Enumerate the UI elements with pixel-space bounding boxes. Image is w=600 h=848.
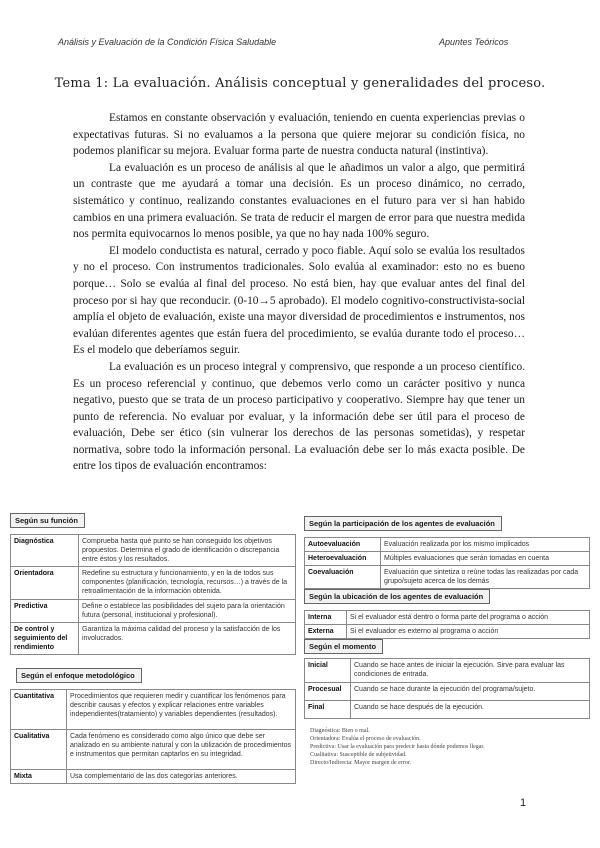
row-text: Redefine su estructura y funcionamiento, y en la de todos sus componentes (planificación, tecnología, recursos…) a través de la retroalimentación de la información obtenida. (79, 567, 296, 600)
table-heading: Según la participación de los agentes de evaluación (304, 516, 502, 531)
table-row (11, 535, 296, 567)
table-participacion (304, 513, 590, 589)
table-heading: Según su función (10, 513, 85, 528)
table-momento (304, 636, 590, 719)
row-label: Predictiva (11, 600, 79, 623)
row-label: Cuantitativa (11, 690, 67, 730)
table-row (305, 659, 590, 683)
paragraph: Estamos en constante observación y evaluación, teniendo en cuenta experiencias previas o expectativas futuras. Si no evaluamos a la persona que quiere mejorar su condición física, no podemos planificar su mejora. Evaluar forma parte de nuestra conducta natural (instintiva). (73, 112, 525, 158)
table-row (305, 701, 590, 719)
paragraph: La evaluación es un proceso de análisis al que le añadimos un valor a algo, que permitirá un contraste que me ayudará a tomar una decisión. Es un proceso dinámico, no cerrado, sistemático y continuo, realizando constantes evaluaciones en el futuro para ver si han habido cambios en una primera evaluación. Se trata de reducir el margen de error para que nuestra medida nos permita equivocarnos lo menos posible, ya que no hay nada 100% seguro. (73, 161, 525, 241)
note-line: Directo/Indirecta: Mayor margen de error. (310, 760, 412, 766)
row-text: Cuando se hace durante la ejecución del programa/sujeto. (351, 683, 590, 701)
table-row (305, 611, 590, 625)
row-label: Mixta (11, 770, 67, 784)
row-label: De control y seguimiento del rendimiento (11, 623, 79, 655)
paragraph: La evaluación es un proceso integral y comprensivo, que responde a un proceso científico. Es un proceso referencial y continuo, que debemos verlo como un carácter positivo y nunca negativo, puesto que se trata de un proceso participativo y cooperativo. Siempre hay que tener un punto de referencia. No evaluar por evaluar, y la información debe ser útil para el proceso de evaluación, Debe ser ético (sin vulnerar los derechos de las personas sometidas), y respetar normativa, sobre todo la información personal. La evaluación debe ser lo más exacta posible. De entre los tipos de evaluación encontramos: (73, 360, 525, 473)
row-text: Cada fenómeno es considerado como algo único que debe ser analizado en su ambiente natural y con la utilización de procedimientos e instrumentos que permitan captarlos en su integridad. (67, 730, 296, 770)
table-row (11, 730, 296, 770)
table-row (11, 600, 296, 623)
note-line: Diagnóstica: Bien o mal. (310, 728, 370, 734)
row-label: Orientadora (11, 567, 79, 600)
row-text: Usa complementario de las dos categorías anteriores. (67, 770, 296, 784)
note-line: Orientadora: Evalúa el proceso de evaluación. (310, 736, 421, 742)
body-text (73, 110, 525, 475)
table-row (11, 623, 296, 655)
row-text: Define o establece las posibilidades del sujeto para la orientación futura (personal, institucional y profesional). (79, 600, 296, 623)
row-text: Cuando se hace antes de iniciar la ejecución. Sirve para evaluar las condiciones de entrada. (351, 659, 590, 683)
row-text: Si el evaluador es externo al programa o acción (347, 625, 590, 639)
row-text: Cuando se hace después de la ejecución. (351, 701, 590, 719)
row-label: Coevaluación (305, 566, 381, 589)
row-label: Externa (305, 625, 347, 639)
note-line: Predictiva: Usar la evaluación para predecir hasta dónde podemos llegar. (310, 744, 485, 750)
table-row (305, 538, 590, 552)
row-text: Si el evaluador está dentro o forma parte del programa o acción (347, 611, 590, 625)
table-row (305, 552, 590, 566)
row-label: Diagnóstica (11, 535, 79, 567)
row-text: Comprueba hasta qué punto se han conseguido los objetivos propuestos. Determina el grado de identificación o discrepancia entre éstos y los resultados. (79, 535, 296, 567)
row-label: Procesual (305, 683, 351, 701)
table-row (11, 770, 296, 784)
table-heading: Según la ubicación de los agentes de evaluación (304, 589, 490, 604)
side-notes (310, 727, 485, 767)
row-label: Final (305, 701, 351, 719)
row-text: Múltiples evaluaciones que serán tomadas en cuenta (381, 552, 590, 566)
page-number: 1 (520, 797, 527, 809)
row-label: Interna (305, 611, 347, 625)
row-label: Heteroevaluación (305, 552, 381, 566)
row-text: Procedimientos que requieren medir y cuantificar los fenómenos para describir causas y efectos y explicar relaciones entre variables independientes(tratamiento) y variables dependientes (resultados). (67, 690, 296, 730)
table-row (11, 567, 296, 600)
table-ubicacion (304, 586, 590, 639)
row-text: Evaluación que sintetiza o reúne todas las realizadas por cada grupo/sujeto acerca de los demás (381, 566, 590, 589)
header-right: Apuntes Teóricos (439, 37, 509, 47)
table-funcion (10, 510, 296, 655)
table-row (11, 690, 296, 730)
row-label: Cualitativa (11, 730, 67, 770)
row-label: Inicial (305, 659, 351, 683)
row-text: Evaluación realizada por los mismo implicados (381, 538, 590, 552)
row-text: Garantiza la máxima calidad del proceso y la satisfacción de los involucrados. (79, 623, 296, 655)
table-heading: Según el momento (304, 639, 383, 654)
header-left: Análisis y Evaluación de la Condición Física Saludable (58, 37, 277, 47)
page-title: Tema 1: La evaluación. Análisis conceptual y generalidades del proceso. (54, 76, 546, 91)
table-heading: Según el enfoque metodológico (16, 668, 142, 683)
note-line: Cualitativa: Susceptible de subjetividad. (310, 752, 407, 758)
table-row (305, 683, 590, 701)
paragraph: El modelo conductista es natural, cerrado y poco fiable. Aquí solo se evalúa los resultados y no el proceso. Con instrumentos tradicionales. Solo evalúa al examinador: esto no es bueno porque… Solo se evalúa al final del proceso. No está bien, hay que evaluar antes del final del proceso por si hay que reconducir. (0-10→5 aprobado). El modelo cognitivo-constructivista-social amplía el objeto de evaluación, existe una mayor diversidad de procedimientos e instrumentos, nos evalúan diferentes agentes que están fuera del procedimiento, se evalúa durante todo el proceso… Es el modelo que deberíamos seguir. (73, 244, 525, 357)
row-label: Autoevaluación (305, 538, 381, 552)
table-enfoque (10, 665, 296, 784)
